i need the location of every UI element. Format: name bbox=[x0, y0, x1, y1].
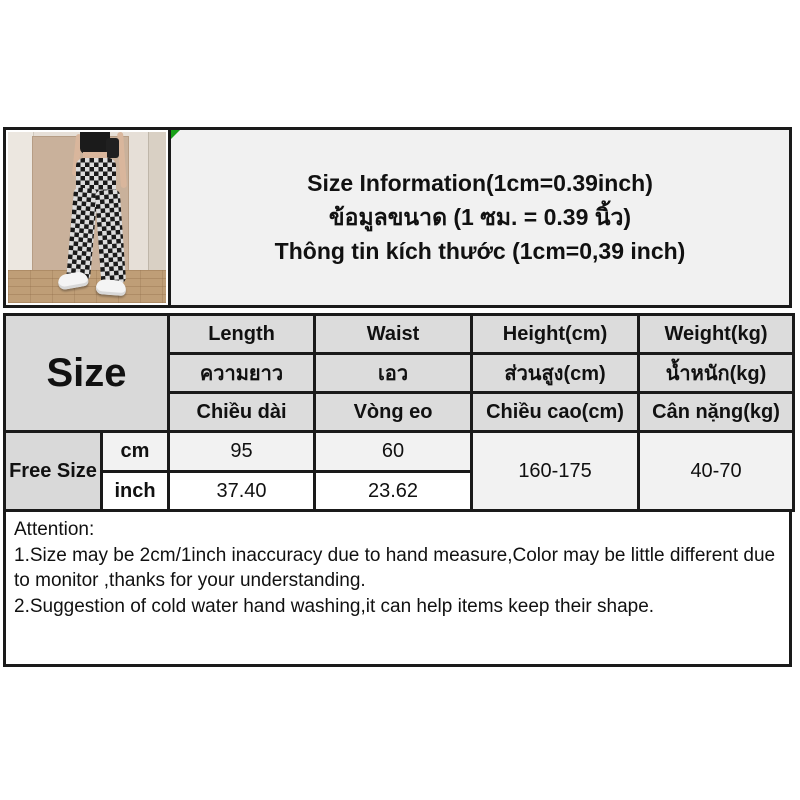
attention-box bbox=[3, 509, 792, 667]
attention-item-2: 2.Suggestion of cold water hand washing,it can help items keep their shape. bbox=[14, 595, 655, 617]
product-photo-cell bbox=[6, 130, 171, 305]
col-header-weight-vi: Cân nặng(kg) bbox=[639, 393, 794, 432]
free-size-cell: Free Size bbox=[5, 432, 102, 511]
data-row-cm bbox=[5, 432, 794, 472]
green-corner-marker bbox=[171, 130, 180, 139]
unit-cm-cell: cm bbox=[102, 432, 169, 472]
header-row-english bbox=[5, 315, 794, 354]
col-header-length-vi: Chiều dài bbox=[169, 393, 315, 432]
length-inch-value: 37.40 bbox=[169, 472, 315, 511]
title-cell bbox=[171, 130, 789, 305]
col-header-height-en: Height(cm) bbox=[472, 315, 639, 354]
col-header-waist-en: Waist bbox=[315, 315, 472, 354]
photo-door bbox=[148, 132, 166, 273]
attention-heading: Attention: bbox=[14, 519, 95, 540]
height-range-value: 160-175 bbox=[472, 432, 639, 511]
title-thai: ข้อมูลขนาด (1 ซม. = 0.39 นิ้ว) bbox=[328, 204, 632, 230]
unit-inch-cell: inch bbox=[102, 472, 169, 511]
size-table bbox=[3, 313, 795, 512]
col-header-waist-th: เอว bbox=[315, 354, 472, 393]
title-english: Size Information(1cm=0.39inch) bbox=[307, 170, 653, 196]
attention-item-1: 1.Size may be 2cm/1inch inaccuracy due to hand measure,Color may be little different due to monitor ,thanks for your understanding. bbox=[14, 544, 776, 591]
col-header-length-th: ความยาว bbox=[169, 354, 315, 393]
waist-cm-value: 60 bbox=[315, 432, 472, 472]
col-header-height-th: ส่วนสูง(cm) bbox=[472, 354, 639, 393]
model-bag bbox=[106, 138, 119, 158]
col-header-height-vi: Chiều cao(cm) bbox=[472, 393, 639, 432]
title-vietnamese: Thông tin kích thước (1cm=0,39 inch) bbox=[274, 238, 686, 264]
col-header-length-en: Length bbox=[169, 315, 315, 354]
product-photo bbox=[8, 132, 166, 303]
size-corner-cell: Size bbox=[5, 315, 169, 432]
col-header-weight-en: Weight(kg) bbox=[639, 315, 794, 354]
right-sneaker bbox=[96, 279, 127, 296]
col-header-waist-vi: Vòng eo bbox=[315, 393, 472, 432]
length-cm-value: 95 bbox=[169, 432, 315, 472]
waist-inch-value: 23.62 bbox=[315, 472, 472, 511]
top-section bbox=[3, 127, 792, 308]
weight-range-value: 40-70 bbox=[639, 432, 794, 511]
col-header-weight-th: น้ำหนัก(kg) bbox=[639, 354, 794, 393]
